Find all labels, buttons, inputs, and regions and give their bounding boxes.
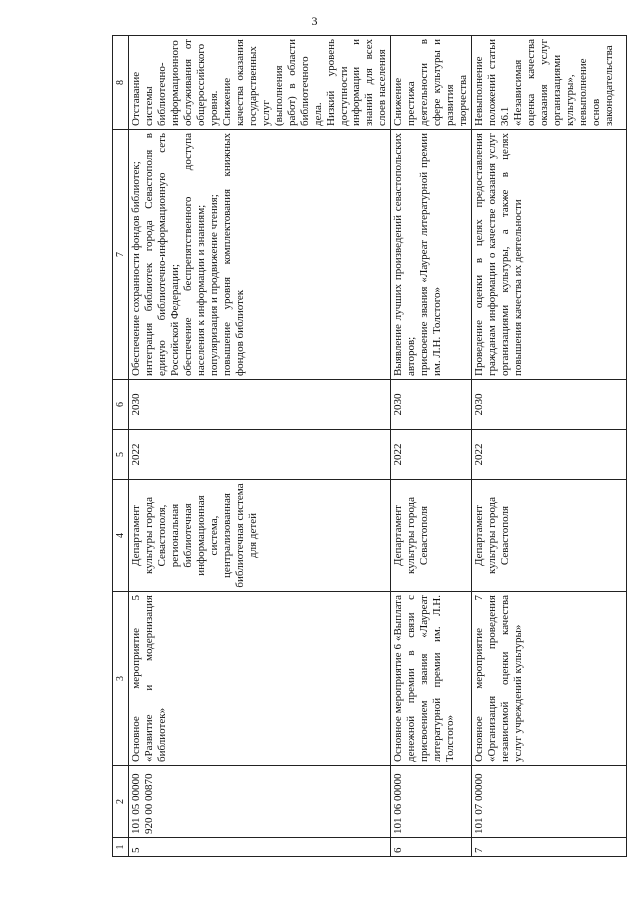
header-cell: 2	[113, 766, 129, 838]
expected-result	[391, 130, 472, 380]
code-line: 920 00 00870	[142, 773, 155, 834]
result-line: обеспечение беспрепятственного доступа населения к информации и знаниям;	[181, 133, 207, 376]
expected-result	[129, 130, 391, 380]
budget-code	[472, 766, 627, 838]
consequences	[472, 36, 627, 130]
header-cell: 4	[113, 480, 129, 592]
expected-result	[472, 130, 627, 380]
measure-name: Основное мероприятие 5 «Развитие и модернизация библиотек»	[129, 592, 391, 766]
start-year: 2022	[472, 430, 627, 480]
table-row	[391, 36, 472, 857]
result-line: повышение уровня комплектования книжных фондов библиотек	[220, 133, 246, 376]
result-line: Проведение оценки в целях предоставления гражданам информации о качестве оказания услуг организациями культуры, а также в целях повышения качества их деятельности	[473, 133, 525, 376]
consequence-line: Низкий уровень доступности информации и знаний для всех слоев населения	[324, 39, 389, 126]
code-line: 101 07 00000	[473, 773, 486, 834]
page-number: 3	[311, 14, 318, 28]
consequence-line: Снижение качества оказания государственных услуг (выполнения работ) в области библиотечного дела.	[220, 39, 324, 126]
start-year: 2022	[391, 430, 472, 480]
row-number: 5	[129, 838, 391, 857]
executor: Департамент культуры города Севастополя, региональная библиотечная информационная система, централизованная библиотечная система для детей	[129, 480, 391, 592]
result-line: популяризация и продвижение чтения;	[207, 194, 220, 376]
row-number: 7	[472, 838, 627, 857]
result-line: интеграция библиотек города Севастополя в единую библиотечно-информационную сеть Российской Федерации;	[142, 133, 181, 376]
code-line: 101 06 00000	[392, 773, 405, 834]
consequences	[391, 36, 472, 130]
header-cell: 3	[113, 592, 129, 766]
consequence-line: Невыполнение положений статьи 36.1 «Независимая оценка качества оказания услуг организациями культуры», невыполнение основ законодательства	[473, 39, 615, 126]
measures-table	[112, 35, 627, 857]
result-line: Выявление лучших произведений севастопольских авторов;	[392, 133, 418, 376]
measure-name: Основное мероприятие 6 «Выплата денежной премии в связи с присвоением звания «Лауреат литературной премии им. Л.Н. Толстого»	[391, 592, 472, 766]
consequence-line: Снижение престижа деятельности в сфере культуры и развития творчества	[392, 39, 470, 126]
header-cell: 6	[113, 380, 129, 430]
executor: Департамент культуры города Севастополя	[391, 480, 472, 592]
end-year: 2030	[472, 380, 627, 430]
row-number: 6	[391, 838, 472, 857]
measures-table-rotated	[112, 36, 615, 857]
header-cell: 8	[113, 36, 129, 130]
end-year: 2030	[391, 380, 472, 430]
start-year: 2022	[129, 430, 391, 480]
end-year: 2030	[129, 380, 391, 430]
code-line: 101 05 00000	[130, 773, 142, 834]
consequences	[129, 36, 391, 130]
table-row	[129, 36, 391, 857]
executor: Департамент культуры города Севастополя	[472, 480, 627, 592]
header-cell: 5	[113, 430, 129, 480]
result-line: присвоение звания «Лауреат литературной премии им. Л.Н. Толстого»	[418, 133, 444, 376]
header-row	[113, 36, 129, 857]
table-row	[472, 36, 627, 857]
measure-name: Основное мероприятие 7 «Организация проведения независимой оценки качества услуг учреждений культуры»	[472, 592, 627, 766]
header-cell: 7	[113, 130, 129, 380]
header-cell: 1	[113, 838, 129, 857]
consequence-line: Отставание системы библиотечно-информационного обслуживания от общероссийского уровня.	[130, 39, 220, 126]
budget-code	[391, 766, 472, 838]
result-line: Обеспечение сохранности фондов библиотек;	[130, 161, 142, 376]
budget-code	[129, 766, 391, 838]
